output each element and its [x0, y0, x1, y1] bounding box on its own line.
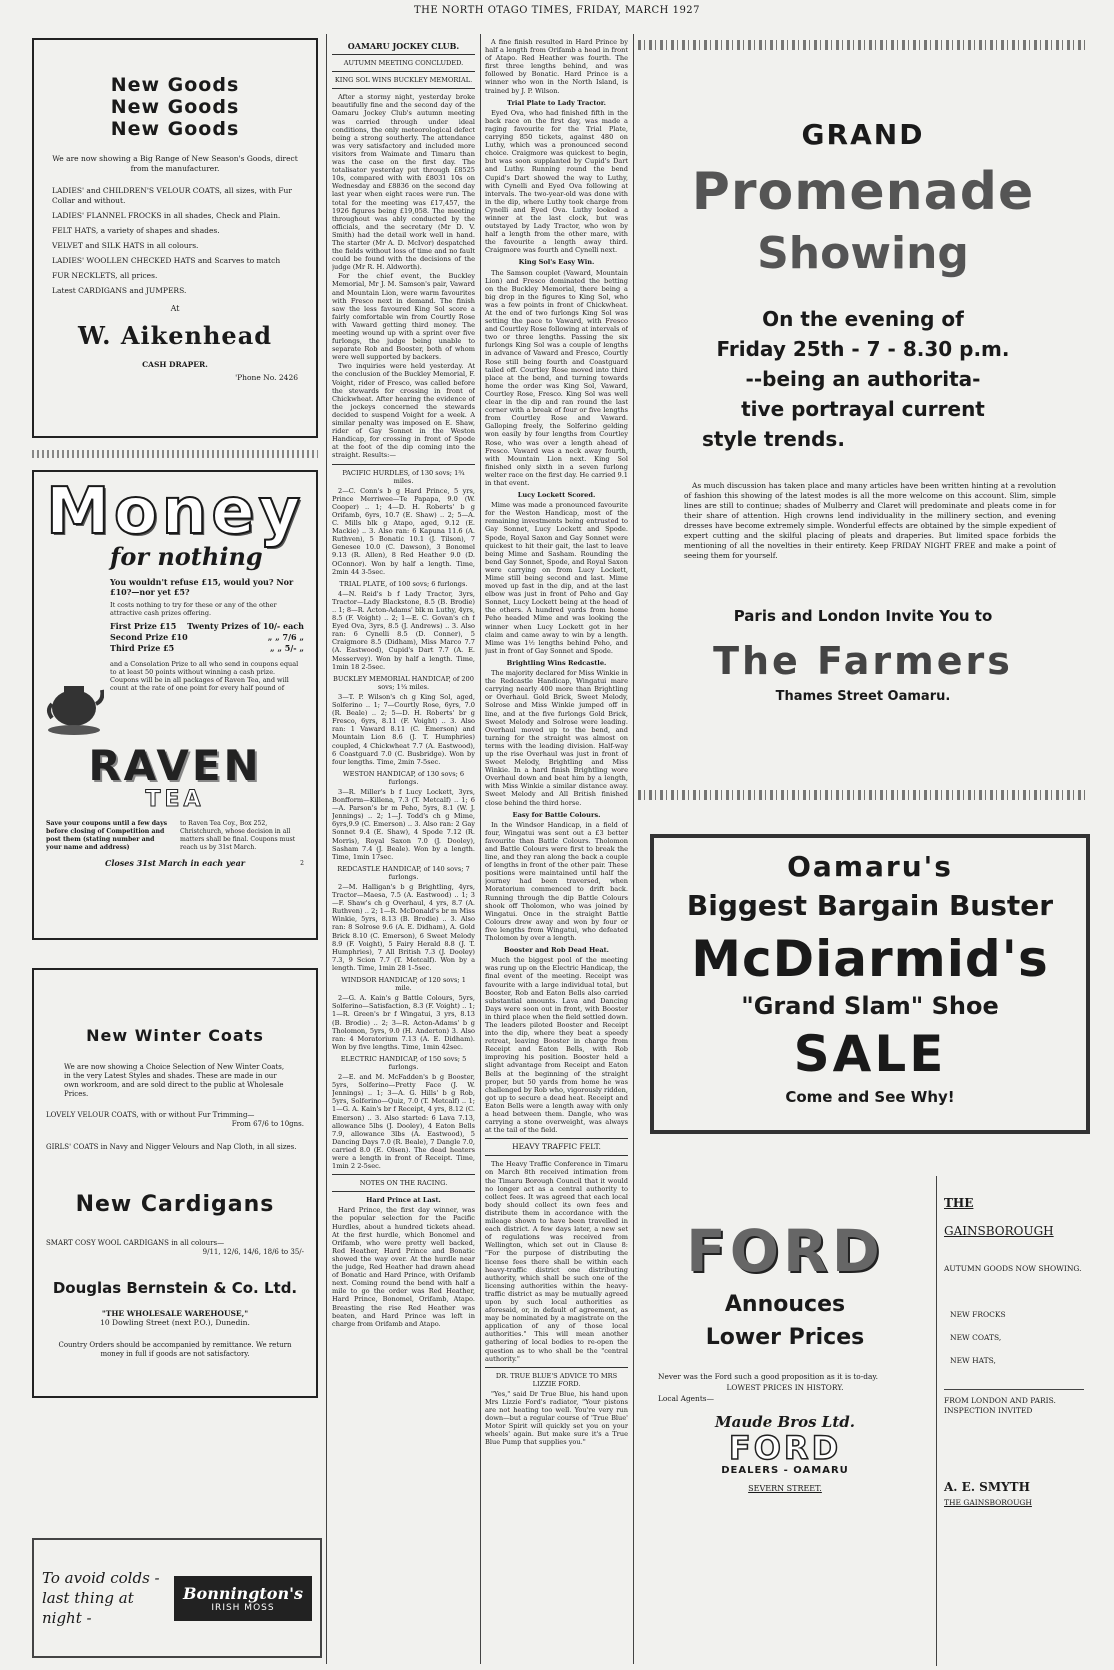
gains-autumn: AUTUMN GOODS NOW SHOWING. — [944, 1264, 1082, 1273]
portrayal-line: tive portrayal current — [741, 397, 985, 421]
gains-footer: THE GAINSBOROUGH — [944, 1498, 1032, 1507]
farmers-name: The Farmers — [713, 639, 1013, 683]
prize-row: Second Prize £10 „ „ 7/6 „ — [110, 632, 304, 642]
mcd-line1: Oamaru's — [787, 850, 953, 883]
bernstein-girls: GIRLS' COATS in Navy and Nigger Velours and Nap Cloth, in all sizes. — [46, 1143, 297, 1151]
race-result: 3—R. Miller's b f Lucy Lockett, 3yrs, Bonfform—Killena, 7.3 (T. Metcalf) .. 1; 6—A. Parson's br m Peho, 5yrs, 8.1 (W. J. Jennings) .. 2; 1—J. Todd's ch g Mime, 6yrs,9.9 (C. Emerson) .. 3. Also ran: 2 Gay Sonnet 9.4 (E. Shaw), 4 Spode 7.12 (R. Morris), Royal Saxon 7.0 (J. Dooley), Sasham 7.4 (J. Beale). Won by a length. Time, 1min 17sec. — [332, 787, 475, 861]
gains-item: NEW FROCKS — [950, 1310, 1006, 1319]
for-nothing: for nothing — [110, 542, 263, 571]
masthead: THE NORTH OTAGO TIMES, FRIDAY, MARCH 1927 — [413, 5, 701, 16]
divider — [32, 450, 318, 458]
winter-coats-title: New Winter Coats — [86, 1026, 264, 1045]
aikenhead-intro: We are now showing a Big Range of New Season's Goods, direct from the manufacturer. — [52, 154, 298, 173]
article-paragraph: In the Windsor Handicap, in a field of four, Wingatui was sent out a £3 better favourite than Battle Colours. Tholomon and Battle Colours were first to break the line, and they ran along the back a couple of lengths in front of the other pair. These positions were maintained until half the journey had been traversed, when Moratorium commenced to drift back. Running through the dip Battle Colours shook off Tholomon, who was joined by Wingatui. Once in the straight Battle Colours drew away and won by four or five lengths from Wingatui, who defeated Tholomon by over a length. — [485, 820, 628, 943]
bernstein-intro: We are now showing a Choice Selection of New Winter Coats, in the very Latest Styles and shades. These are made in our own workroom, and are sold direct to the public at Wholesale Prices. — [64, 1063, 285, 1098]
race-title: REDCASTLE HANDICAP, of 140 sovs; 7 furlongs. — [337, 864, 470, 881]
raven-consolation: and a Consolation Prize to all who send in coupons equal to at least 50 points without winning a cash prize. Coupons will be in all packages of Raven Tea, and will count at the rate of one point for every half pound of — [110, 660, 299, 692]
raven-num: 2 — [300, 860, 304, 867]
mcd-sale: SALE — [793, 1025, 947, 1083]
article-paragraph: For the chief event, the Buckley Memorial, Mr J. M. Samson's pair, Vaward and Mountain Lion, were warm favourites with Fresco next in demand. The finish saw the less favoured King Sol score a fairly comfortable win from Courtly Rose with Vaward getting third money. The meeting wound up with a sprint over five furlongs, the judge being unable to separate Rob and Booster, both of whom were well supported by backers. — [332, 272, 475, 362]
aikenhead-at: At — [170, 304, 180, 313]
mcd-shoe: "Grand Slam" Shoe — [741, 992, 999, 1020]
promenade-title: Promenade — [691, 162, 1035, 222]
headline-line: New Goods — [110, 74, 240, 96]
column-rule — [936, 1176, 937, 1666]
article-paragraph: A fine finish resulted in Hard Prince by half a length from Orifamb a head in front of Atapo. Red Heather was fourth. The first three lengths behind, and was followed by Bonatic. Hard Prince is a winner who won in the North Island, is trained by J. P. Wilson. — [485, 38, 628, 95]
notes-title: NOTES ON THE RACING. — [359, 1179, 448, 1188]
bonnington-ad — [32, 1538, 322, 1658]
bernstein-warehouse: "THE WHOLESALE WAREHOUSE," — [101, 1309, 249, 1318]
race-result: 2—E. and M. McFadden's b g Booster, 5yrs, Solferino—Pretty Face (J. W. Jennings) .. 1; 3—A. G. Hills' b g Rob, 5yrs, Solferino—Quiz, 7.0 (T. Metcalf) .. 1; 1—G. A. Kain's br f Receipt, 4 yrs, 8.12 (C. Emerson) .. 3. Also started: 6 Lava 7.13, allowance 5lbs (J. Dooley), 4 Eaton Bells 7.9, allowance 3lbs (A. Eastwood), 5 Dancing Days 7.0 (R. Beale), 7 Dangle 7.0, carried 8.0 (E. Olsen). The dead heaters were a length in front of Receipt. Time, 1min 2 2-5sec. — [332, 1073, 475, 1171]
border-top — [638, 40, 1088, 50]
race-title: PACIFIC HURDLES, of 130 sovs; 1¾ miles. — [342, 468, 465, 485]
aikenhead-item: VELVET and SILK HATS in all colours. — [52, 241, 199, 250]
race-title: BUCKLEY MEMORIAL HANDICAP, of 200 sovs; 1¼ miles. — [333, 674, 474, 691]
mcd-line2: Biggest Bargain Buster — [686, 889, 1054, 922]
bernstein-address: 10 Dowling Street (next P.O.), Dunedin. — [100, 1318, 250, 1327]
aikenhead-trade: CASH DRAPER. — [142, 360, 208, 369]
article-paragraph: Two inquiries were held yesterday. At the conclusion of the Buckley Memorial, F. Voight, rider of Fresco, was called before the stewards for crossing in front of Chickwheat. After hearing the evidence of the jockeys concerned the stewards decided to suspend Voight for a week. A similar penalty was imposed on E. Shaw, rider of Gay Sonnet in the Weston Handicap, for crossing in front of Spode at the foot of the dip coming into the straight. Results:— — [332, 362, 475, 460]
cardigans-title: New Cardigans — [75, 1192, 275, 1217]
border-bottom — [638, 790, 1088, 800]
gainsborough-ad — [944, 1188, 1084, 1658]
grand-title: GRAND — [801, 118, 925, 151]
bonnington-slogan: last thing at night - — [42, 1589, 134, 1627]
aikenhead-name: W. Aikenhead — [77, 321, 273, 350]
section-title: Trial Plate to Lady Tractor. — [507, 98, 606, 107]
new-goods-headline — [52, 74, 298, 140]
gains-from: FROM LONDON AND PARIS. INSPECTION INVITED — [944, 1389, 1084, 1416]
bonnington-brand: Bonnington's — [183, 1583, 303, 1603]
friday-line: Friday 25th - 7 - 8.30 p.m. — [716, 337, 1010, 361]
gains-proprietor: A. E. SMYTH — [944, 1480, 1030, 1494]
article-paragraph: Eyed Ova, who had finished fifth in the back race on the first day, was made a raging favourite for the Trial Plate, carrying 850 tickets, against 480 on Luthy, which was a pronounced second choice. Craigmore was quickest to begin, but was soon supplanted by Cupid's Dart and Luthy. Running round the bend Cupid's Dart showed the way to Luthy, with Cynelli and Eyed Ova following at intervals. The two-year-old was done with in the dip, where Luthy took charge from Cynelli and Eyed Ova. Luthy looked a winner at the last clock, but was outstayed by Lady Tractor, who won by half a length from the other mare, with the favourite a length away third. Craigmore was fourth and Cynelli next. — [485, 108, 628, 255]
trends-line: style trends. — [702, 427, 845, 451]
raven-closes: Closes 31st March in each year — [105, 858, 245, 868]
article-paragraph: "Yes," said Dr True Blue, his hand upon Mrs Lizzie Ford's radiator, "Your pistons are not heating too well. You're very run down—but a regular course of 'True Blue' Motor Spirit will quickly set you on your wheels' again. But make sure it's a True Blue Pump that supplies you." — [485, 1389, 628, 1447]
showing-title: Showing — [757, 228, 969, 279]
column-rule — [480, 34, 481, 1664]
ford-agents: Local Agents— — [658, 1394, 714, 1403]
jockey-sub: AUTUMN MEETING CONCLUDED. — [343, 59, 464, 68]
ford-never: Never was the Ford such a good proposition as it is to-day. — [658, 1372, 878, 1381]
raven-save: Save your coupons until a few days before closing of Competition and post them (stating number and your name and address) — [46, 820, 168, 851]
being-line: --being an authorita- — [745, 367, 981, 391]
ford-brand: FORD — [686, 1217, 884, 1285]
race-title: WINDSOR HANDICAP, of 120 sovs; 1 mile. — [341, 976, 466, 993]
race-title: TRIAL PLATE, of 100 sovs; 6 furlongs. — [339, 579, 468, 588]
jockey-title: OAMARU JOCKEY CLUB. — [347, 41, 460, 51]
gains-name: GAINSBOROUGH — [944, 1224, 1054, 1238]
race-title: ELECTRIC HANDICAP, of 150 sovs; 5 furlongs. — [340, 1054, 467, 1071]
aikenhead-item: LADIES' and CHILDREN'S VELOUR COATS, all sizes, with Fur Collar and without. — [52, 186, 292, 205]
bernstein-velour: LOVELY VELOUR COATS, with or without Fur Trimming— — [46, 1111, 255, 1119]
ford-ad — [640, 1180, 930, 1660]
gains-item: NEW COATS, — [950, 1333, 1002, 1342]
bernstein-smart-price: 9/11, 12/6, 14/6, 18/6 to 35/- — [202, 1248, 304, 1256]
prize-row: Third Prize £5 „ „ 5/- „ — [110, 643, 304, 653]
aikenhead-item: LADIES' WOOLLEN CHECKED HATS and Scarves to match — [52, 256, 281, 265]
raven-body: It costs nothing to try for these or any of the other attractive cash prizes offering. — [110, 601, 277, 617]
bernstein-velour-price: From 67/6 to 10gns. — [231, 1120, 304, 1128]
section-title: Lucy Lockett Scored. — [517, 491, 596, 500]
farmers-ad — [640, 56, 1086, 776]
ford-announces: Annouces — [724, 1292, 846, 1317]
aikenhead-item: LADIES' FLANNEL FROCKS in all shades, Check and Plain. — [52, 211, 281, 220]
race-result: 2—C. Conn's b g Hard Prince, 5 yrs, Prince Merriwee—Te Papapa, 9.0 (W. Cooper) .. 1; 4—D. H. Roberts' b g Orifamb, 6yrs, 10.7 (E. Shaw) .. 2; 5—A. C. Mills blk g Atapo, aged, 9.12 (E. Mackie) .. 3. Also ran: 6 Kapuna 11.6 (A. Ruthven), 5 Bonatic 10.1 (J. Tilson), 7 Genesee 10.0 (C. Dawson), 3 Bonomel 9.13 (R. Allen), 8 Red Heather 9.0 (D. OConnor). Won by half a length. Time, 2min 44 3-5sec. — [332, 486, 475, 576]
aikenhead-item: Latest CARDIGANS and JUMPERS. — [52, 286, 187, 295]
true-blue-title: DR. TRUE BLUE'S ADVICE TO MRS LIZZIE FORD. — [495, 1371, 618, 1388]
notes-sub: Hard Prince at Last. — [366, 1196, 441, 1205]
aikenhead-item: FUR NECKLETS, all prices. — [52, 271, 158, 280]
raven-brand: RAVEN — [88, 741, 262, 790]
teapot-icon — [46, 660, 104, 740]
raven-tea-ad — [32, 470, 318, 940]
section-title: King Sol's Easy Win. — [518, 258, 595, 267]
jockey-club-column — [332, 38, 475, 1658]
mcd-name: McDiarmid's — [691, 930, 1049, 988]
ford-dealer: Maude Bros Ltd. — [715, 1413, 855, 1431]
column-rule — [326, 34, 327, 1664]
race-result: 2—M. Halligan's b g Brightling, 4yrs, Tractor—Maesa, 7.5 (A. Eastwood) .. 1; 3—F. Shaw's ch g Overhaul, 4 yrs, 8.7 (A. Ruthven) .. 2; 1—R. McDonald's br m Miss Winkie, 5yrs, 8.13 (B. Brodie) .. 3. Also ran: 8 Solrose 9.6 (A. E. Didham), A. Gold Brick 8.10 (C. Emerson), 6 Sweet Melody 8.9 (F. Voight), 5 Fairy Herald 8.8 (J. T. Humphries), 7 All British 7.3 (J. Dooley) 7.3, 9 Scion 7.7 (T. Metcalf). Won by a length. Time, 1min 28 1-5sec. — [332, 883, 475, 972]
raven-address: to Raven Tea Coy., Box 252, Christchurch, whose decision in all matters shall be final. Coupons must reach us by 31st March. — [180, 820, 296, 851]
section-title: Brightling Wins Redcastle. — [506, 658, 607, 667]
farmers-address: Thames Street Oamaru. — [775, 689, 951, 704]
mcd-come: Come and See Why! — [785, 1088, 955, 1106]
traffic-title: HEAVY TRAFFIC FELT. — [512, 1142, 601, 1152]
bernstein-smart: SMART COSY WOOL CARDIGANS in all colours— — [46, 1239, 225, 1247]
headline-line: New Goods — [110, 118, 240, 140]
article-paragraph: Hard Prince, the first day winner, was the popular selection for the Pacific Hurdles, about a hundred tickets ahead. At the first hurdle, which Bonomel and Orifamb, who were pretty well backed, Red Heather, Hard Prince and Bonatic showed the way over. At the hurdle near the judge, Red Heather had drawn ahead of Bonatic and Hard Prince, with Orifamb next. Coming round the bend with half a mile to go the order was Red Heather, Hard Prince, Bonomel, Orifamb, Atapo. Breasting the rise Red Heather was beaten, and Hard Prince was left in charge from Orifamb and Atapo. — [332, 1206, 475, 1328]
prize-row: First Prize £15 Twenty Prizes of 10/- each — [110, 621, 304, 631]
ford-lowest: LOWEST PRICES IN HISTORY. — [726, 1383, 844, 1392]
bonnington-sub: IRISH MOSS — [211, 1602, 275, 1613]
raven-question: You wouldn't refuse £15, would you? Nor £10?—nor yet £5? — [110, 577, 294, 597]
article-paragraph: After a stormy night, yesterday broke beautifully fine and the second day of the Oamaru Jockey Club's autumn meeting was carried through under ideal conditions, the only meteorological defect being a strong southerly. The attendance was very satisfactory and included more visitors from Waimate and Timaru than was the case on the first day. The totalisator yesterday put through £8525 10s, compared with with £8031 10s on Wednesday and £8836 on the second day last year when eight races were run. The total for the meeting was £17,457, the 1926 figures being £19,058. The meeting throughout was ably conducted by the officials, and the secretary (Mr D. V. Smith) had the detail work well in hand. The starter (Mr A. D. McIvor) despatched the fields without loss of time and no fault could be found with the decisions of the judge (Mr R. H. Aldworth). — [332, 93, 475, 272]
race-result: 2—G. A. Kain's g Battle Colours, 5yrs, Solferino—Satisfaction, 8.3 (F. Voight) .. 1; 1—R. Green's br f Wingatui, 3 yrs, 8.13 (B. Brodie) .. 2; 3—R. Acton-Adams' b g Tholomon, 5yrs, 9.0 (H. Anderton) 3. Also ran: 4 Moratorium 7.13 (A. E. Didham). Won by five lengths. Time, 1min 42sec. — [332, 994, 475, 1051]
race-result: 4—N. Reid's b f Lady Tractor, 3yrs, Tractor—Lady Blackstone, 8.5 (B. Brodie) .. 1; 8—R. Acton-Adams' blk m Luthy, 4yrs, 8.5 (F. Voight) .. 2; 1—E. C. Govan's ch f Eyed Ova, 3yrs, 8.5 (J. Andrews) .. 3. Also ran: 6 Cynelli 8.5 (D. Conner), 5 Craigmore 8.5 (Didham), Miss Marco 7.7 (A. Eastwood), Cupid's Dart 7.7 (A. E. Messervey). Won by half a length. Time, 1min 18 2-5sec. — [332, 589, 475, 671]
article-paragraph: The Samson couplet (Vaward, Mountain Lion) and Fresco dominated the betting on the Buckley Memorial, there being a big drop in the figures to King Sol, who was a few points in front of Chickwheat. At the end of two furlongs King Sol was setting the pace to Vaward, with Fresco and Courtley Rose following at intervals of two or three lengths. Passing the six furlongs King Sol was a couple of lengths in advance of Vaward and Fresco, Courtly Rose still being fourth and Coastguard tailed off. Courtley Rose moved into third place at the bend, and turning towards home the order was King Sol, Vaward, Courtley Rose, Fresco. King Sol was well clear in the dip and ran round the last corner with a break of four or five lengths from Courtley Rose and Vaward. Galloping freely, the Solferino gelding won easily by four lengths from Courtley Rose, who was over a length ahead of Fresco. Vaward was a neck away fourth, with Mountain Lion next. King Sol finished only sixth in a seven furlong welter race on the first day. He carried 9.1 in that event. — [485, 268, 628, 487]
gains-item: NEW HATS, — [950, 1356, 996, 1365]
bonnington-slogan: To avoid colds - — [42, 1569, 160, 1587]
section-title: Easy for Battle Colours. — [512, 810, 601, 819]
farmers-body: As much discussion has taken place and many articles have been written hinting at a revolution of fashion this showing of the latest modes is all the more welcome on this account. Slim, simple lines are still to continue; shades of Mulberry and Claret will predominate and pleats come in for their share of attention. High crowns lend individuality in the millinery section, and evening dresses have become extremely simple. Wonderful effects are obtained by the simple expedient of expert cutting and the skilful placing of pleats and draperies. But limited space forbids the mentioning of all the novelties in their entirety. Keep FRIDAY NIGHT FREE and make a point of seeing them for yourself. — [684, 481, 1056, 560]
headline-line: New Goods — [110, 96, 240, 118]
race-result: 3—T. P. Wilson's ch g King Sol, aged, Solferino .. 1; 7—Courtly Rose, 6yrs, 7.0 (R. Beale) .. 2; 5—D. H. Roberts' br g Fresco, 6yrs, 8.11 (F. Voight) .. 3. Also ran: 1 Vaward 8.11 (C. Emerson) and Mountain Lion 8.6 (J. T. Humphries) coupled, 4 Chickwheat 7.7 (A. Eastwood), 6 Coastguard 7.0 (C. Busbridge). Won by four lengths. Time, 2min 7-5sec. — [332, 692, 475, 766]
ford-dealers: DEALERS - OAMARU — [721, 1465, 849, 1476]
jockey-headline: KING SOL WINS BUCKLEY MEMORIAL. — [334, 76, 473, 85]
article-paragraph: The majority declared for Miss Winkie in the Redcastle Handicap, Wingatui mare carrying nearly 400 more than Brightling or Overhaul. Gold Brick, Sweet Melody, Solrose and Miss Winkie jumped off in line, and at the five furlongs Gold Brick, Sweet Melody and Solrose were leading. Overhaul moved up to the bend, and turning for the straight was almost on terms with the leading division. Half-way up the rise Overhaul was just in front of Sweet Melody, Brightling and Miss Winkie. In a hard finish Brightling wore Overhaul down and beat him by a length, with Miss Winkie a similar distance away. Sweet Melody and All British finished close behind the third horse. — [485, 669, 628, 807]
invite-line: Paris and London Invite You to — [733, 607, 993, 625]
aikenhead-item: FELT HATS, a variety of shapes and shades. — [52, 226, 220, 235]
ford-lower: Lower Prices — [705, 1325, 865, 1350]
article-paragraph: The Heavy Traffic Conference in Timaru on March 8th received intimation from the Timaru Borough Council that it would no longer act as a central authority to collect fees. It was agreed that each local body should collect its own fees and distribute them in accordance with the mileage shown to have been travelled in each district. A few days later, a new set of regulations was received from Wellington, which set out in Clause 8: "For the purpose of distributing the license fees there shall be within each heavy-traffic district one distributing authority, which shall be such one of the licensing authorities within the heavy-traffic district as may be mutually agreed upon by such local authorities as aforesaid, or, in default of agreement, as may be nominated by a magistrate on the application of any of those local authorities." This will mean another gathering of local bodies to re-open the question as to who shall be the "central authority." — [485, 1160, 628, 1363]
mcdiarmid-ad — [650, 834, 1090, 1134]
aikenhead-phone: 'Phone No. 2426 — [235, 373, 298, 382]
article-paragraph: Much the biggest pool of the meeting was rung up on the Electric Handicap, the final event of the meeting. Receipt was favourite with a large individual total, but Booster, Rob and Eaton Bells also carried substantial amounts. Lava and Dancing Days were soon out in front, with Booster in third place when the field settled down. The leaders piloted Booster and Receipt into the dip, where they beat a speedy retreat, leaving Booster in charge from Receipt and Eaton Bells, with Rob improving his position. Booster held a slight advantage from Receipt and Eaton Bells at the beginning of the straight proper, but 50 yards from home he was challenged by Rob who, vigorously ridden, got up to secure a dead heat. Receipt and Eaton Bells were a length away with only a head between them. Dangle, who was carrying a stone overweight, was always at the tail of the field. — [485, 956, 628, 1135]
raven-tea: TEA — [145, 787, 205, 812]
column-rule — [633, 34, 634, 1664]
money-title: Money — [46, 475, 305, 549]
race-title: WESTON HANDICAP, of 130 sovs; 6 furlongs. — [342, 769, 465, 786]
section-title: Booster and Rob Dead Heat. — [504, 946, 609, 955]
racing-notes-column — [485, 38, 628, 1658]
ford-street: SEVERN STREET. — [748, 1484, 822, 1493]
evening-line: On the evening of — [762, 307, 964, 331]
gains-the: THE — [944, 1196, 974, 1210]
bernstein-ad — [32, 968, 318, 1398]
article-paragraph: Mime was made a pronounced favourite for the Weston Handicap, most of the remaining investments being entrusted to Gay Sonnet, Lucy Lockett and Spode. Spode, Royal Saxon and Gay Sonnet were quickest to hit their gait, the last to leave being Mime and Sasham. Rounding the bend Gay Sonnet, Spode, and Royal Saxon were carrying on from Lucy Lockett, Mime still being second and last. Mime moved up fast in the dip, and at the last elbow was just in front of Peho and Gay Sonnet, Lucy Lockett being at the head of the others. A hundred yards from home Peho headed Mime and was looking the winner when Lucy Lockett got in her claim and came away to win by a length. Mime was 1½ lengths behind Peho, and just in front of Gay Sonnet and Spode. — [485, 501, 628, 655]
ford-brand-2: FORD — [728, 1429, 842, 1467]
bernstein-name: Douglas Bernstein & Co. Ltd. — [52, 1279, 298, 1297]
bernstein-country: Country Orders should be accompanied by remittance. We return money in full if goods are not satisfactory. — [58, 1341, 292, 1358]
aikenhead-ad — [32, 38, 318, 438]
